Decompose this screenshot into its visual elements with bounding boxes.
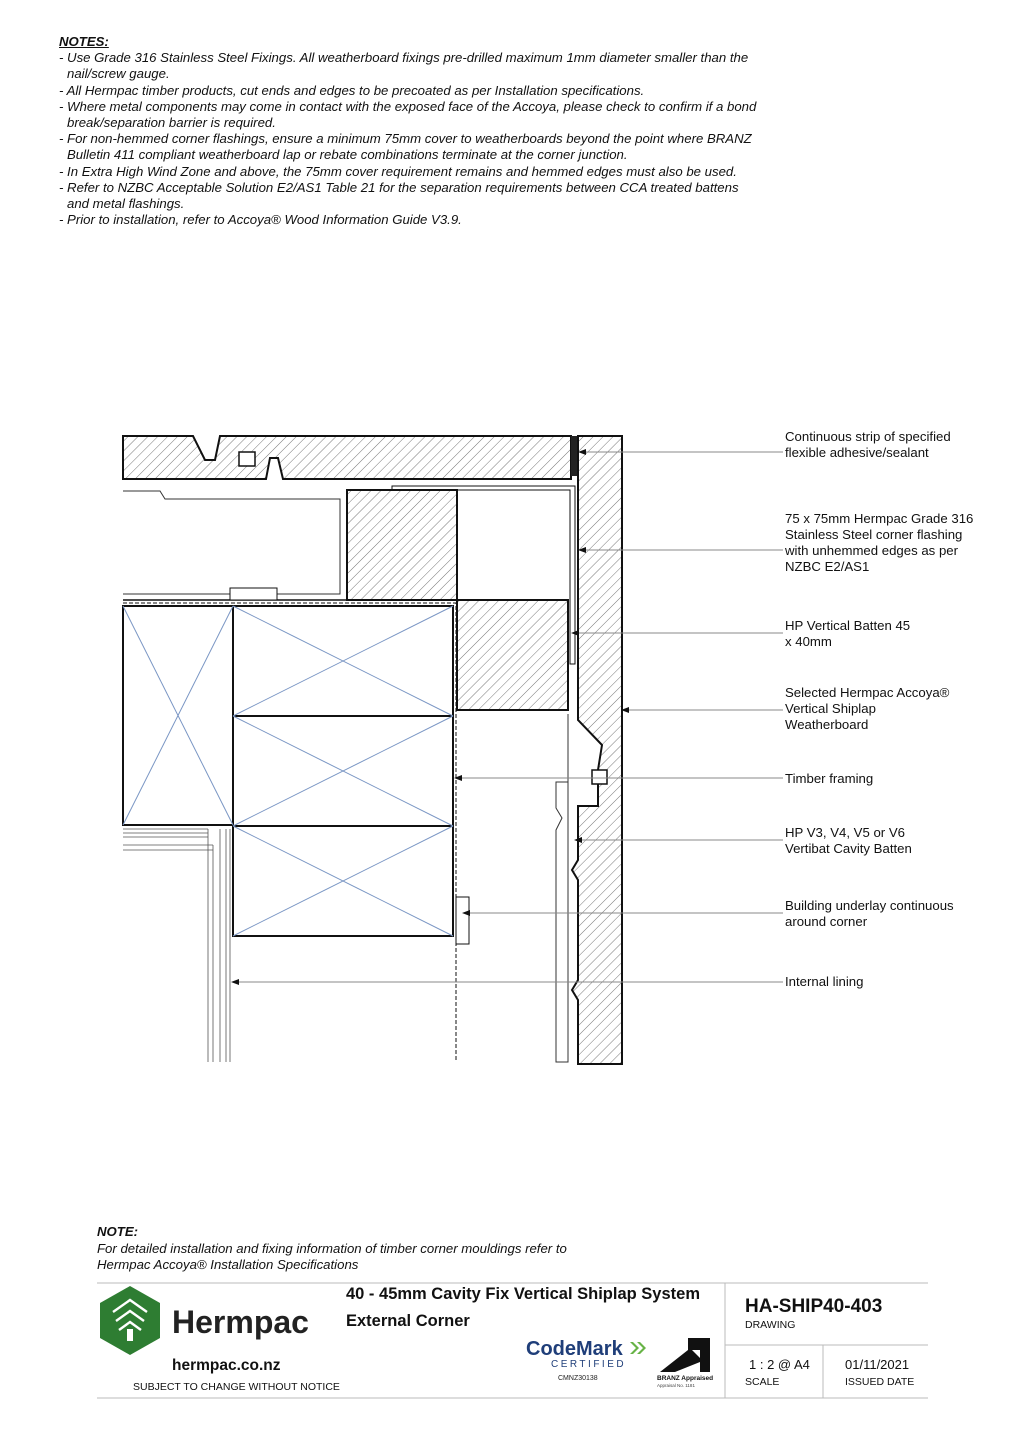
underlay-tab [230, 588, 277, 600]
sealant-strip [571, 436, 577, 476]
codemark-certified: CERTIFIED [551, 1359, 627, 1370]
cavity-batten-vertical [556, 714, 568, 1062]
bottom-note-heading: NOTE: [97, 1224, 139, 1239]
note-item: - Where metal components may come in contact with the exposed face of the Accoya, please check to confirm if a bond break/separation barrier is required. [59, 98, 757, 131]
codemark-number: CMNZ30138 [558, 1375, 598, 1382]
corner-batten-upper [347, 490, 457, 600]
timber-framing [123, 606, 453, 936]
note-item: - All Hermpac timber products, cut ends and edges to be precoated as per Installation specifications. [59, 82, 645, 98]
note-item: - Refer to NZBC Acceptable Solution E2/AS1 Table 21 for the separation requirements between CCA treated battens and metal flashings. [59, 179, 739, 212]
label-cavity-batten: HP V3, V4, V5 or V6 Vertibat Cavity Batten [785, 825, 912, 856]
drawing-title: 40 - 45mm Cavity Fix Vertical Shiplap System [346, 1285, 700, 1303]
label-timber-framing: Timber framing [785, 771, 874, 786]
horizontal-weatherboard [123, 436, 571, 479]
codemark-logo: CodeMark [526, 1338, 623, 1360]
label-sealant: Continuous strip of specified flexible adhesive/sealant [785, 429, 951, 460]
branz-subtext: Appraisal No. 1181 [657, 1383, 695, 1388]
note-item: - For non-hemmed corner flashings, ensure a minimum 75mm cover to weatherboards beyond the point where BRANZ Bulletin 411 compliant weatherboard lap or rebate combinations terminate at the corner junction. [59, 131, 752, 163]
internal-lining [123, 829, 230, 1062]
shiplap-joint-key [592, 770, 607, 784]
bottom-note [97, 1224, 567, 1274]
vertical-weatherboard [572, 436, 622, 1064]
issued-date-value: 01/11/2021 [845, 1357, 910, 1372]
scale-value: 1 : 2 @ A4 [749, 1357, 810, 1372]
label-internal-lining: Internal lining [785, 974, 864, 989]
label-corner-flashing: 75 x 75mm Hermpac Grade 316 Stainless Steel corner flashing with unhemmed edges as per NZBC E2/AS1 [785, 511, 974, 574]
drawing-number: HA-SHIP40-403 [745, 1296, 883, 1317]
note-item: - In Extra High Wind Zone and above, the 75mm cover requirement remains and hemmed edges must also be used. [59, 163, 737, 179]
label-vertical-batten: HP Vertical Batten 45 x 40mm [785, 618, 911, 649]
underlay-tab [456, 897, 469, 944]
label-weatherboard: Selected Hermpac Accoya® Vertical Shiplap Weatherboard [785, 685, 950, 732]
note-item: - Use Grade 316 Stainless Steel Fixings. All weatherboard fixings pre-drilled maximum 1mm diameter smaller than the nail/screw gauge. [59, 50, 749, 82]
issued-date-label: ISSUED DATE [845, 1376, 915, 1388]
scale-label: SCALE [745, 1376, 780, 1388]
hermpac-logo-icon [100, 1286, 160, 1355]
corner-batten-lower [457, 600, 568, 710]
drawing-subtitle: External Corner [346, 1312, 470, 1330]
branz-logo-icon [660, 1338, 710, 1372]
notes-heading: NOTES: [59, 34, 109, 49]
bottom-note-line: Hermpac Accoya® Installation Specifications [97, 1257, 359, 1272]
label-building-underlay: Building underlay continuous around corner [785, 898, 954, 929]
cavity-batten-horizontal [123, 491, 340, 594]
drawing-label: DRAWING [745, 1319, 796, 1331]
codemark-chevrons-icon [630, 1342, 646, 1354]
note-item: - Prior to installation, refer to Accoya® Wood Information Guide V3.9. [59, 212, 462, 228]
shiplap-joint-key [239, 452, 255, 466]
branz-label: BRANZ Appraised [657, 1375, 714, 1382]
brand-name: Hermpac [172, 1304, 309, 1340]
website: hermpac.co.nz [172, 1357, 281, 1374]
disclaimer: SUBJECT TO CHANGE WITHOUT NOTICE [133, 1381, 340, 1393]
bottom-note-line: For detailed installation and fixing information of timber corner mouldings refer to [97, 1240, 567, 1256]
